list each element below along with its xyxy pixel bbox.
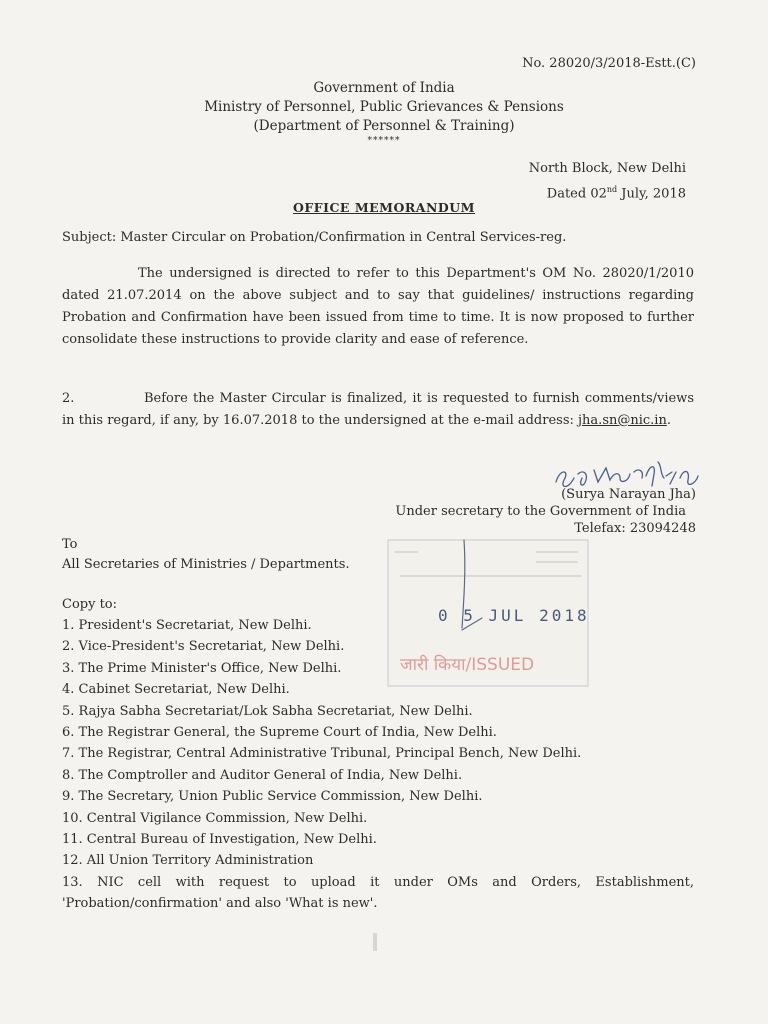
copy-item: 11. Central Bureau of Investigation, New Delhi. [62, 832, 377, 848]
place: North Block, New Delhi [528, 161, 686, 176]
copy-item: 5. Rajya Sabha Secretariat/Lok Sabha Secretariat, New Delhi. [62, 703, 473, 719]
memorandum-title: OFFICE MEMORANDUM [293, 200, 475, 215]
paragraph-2-number: 2. [62, 391, 75, 406]
paragraph-2-text: Before the Master Circular is finalized, it is requested to furnish comments/views in this regard, if any, by 16.07.2018 to the undersigned at the e-mail address: [62, 391, 694, 428]
reference-number: No. 28020/3/2018-Estt.(C) [522, 56, 696, 71]
signatory-telefax: Telefax: 23094248 [574, 521, 696, 536]
copy-item: 6. The Registrar General, the Supreme Court of India, New Delhi. [62, 725, 497, 741]
email-link[interactable]: jha.sn@nic.in [578, 413, 667, 428]
signatory-block [395, 486, 696, 537]
place-and-date [529, 158, 686, 204]
copy-item: 3. The Prime Minister's Office, New Delhi. [62, 660, 342, 676]
copy-item: 8. The Comptroller and Auditor General of India, New Delhi. [62, 767, 463, 783]
copy-item: 2. Vice-President's Secretariat, New Delhi. [62, 639, 345, 655]
copy-item: 1. President's Secretariat, New Delhi. [62, 618, 312, 633]
copy-to-label: Copy to: [62, 597, 118, 612]
copy-item: 12. All Union Territory Administration [62, 853, 314, 869]
signatory-name: (Surya Narayan Jha) [561, 487, 696, 502]
dated-sup: nd [606, 185, 618, 194]
dated-suffix: July, 2018 [617, 186, 686, 202]
copy-item: 10. Central Vigilance Commission, New Delhi. [62, 810, 368, 826]
copy-item: 9. The Secretary, Union Public Service Commission, New Delhi. [62, 789, 483, 805]
paragraph-2-end: . [666, 413, 671, 428]
header-separator: ****** [367, 136, 401, 146]
scan-mark [373, 933, 377, 951]
paragraph-2 [62, 388, 694, 432]
copy-item: 4. Cabinet Secretariat, New Delhi. [62, 682, 290, 698]
dated-prefix: Dated 02 [546, 186, 607, 202]
signatory-designation: Under secretary to the Government of India [395, 504, 686, 519]
copy-item: 13. NIC cell with request to upload it under OMs and Orders, Establishment, 'Probation/confirmation' and also 'What is new'. [62, 874, 694, 912]
stamp-date: 0 5 JUL 2018 [438, 606, 590, 625]
to-label: To [62, 537, 78, 552]
copy-to-list [62, 615, 694, 915]
stamp-issued-label: जारी किया/ISSUED [400, 655, 535, 675]
to-recipients: All Secretaries of Ministries / Departments. [62, 557, 350, 572]
copy-item: 7. The Registrar, Central Administrative Tribunal, Principal Bench, New Delhi. [62, 746, 582, 762]
subject-line: Subject: Master Circular on Probation/Confirmation in Central Services-reg. [62, 230, 567, 245]
paragraph-1: The undersigned is directed to refer to this Department's OM No. 28020/1/2010 dated 21.07.2014 on the above subject and to say that guidelines/ instructions regarding Probation and Confirmation have been issued from time to time. It is now proposed to further consolidate these instructions to provide clarity and ease of reference. [62, 266, 694, 347]
header-government: Government of India [313, 80, 455, 96]
header-department: (Department of Personnel & Training) [253, 118, 515, 134]
header-ministry: Ministry of Personnel, Public Grievances & Pensions [204, 99, 564, 115]
